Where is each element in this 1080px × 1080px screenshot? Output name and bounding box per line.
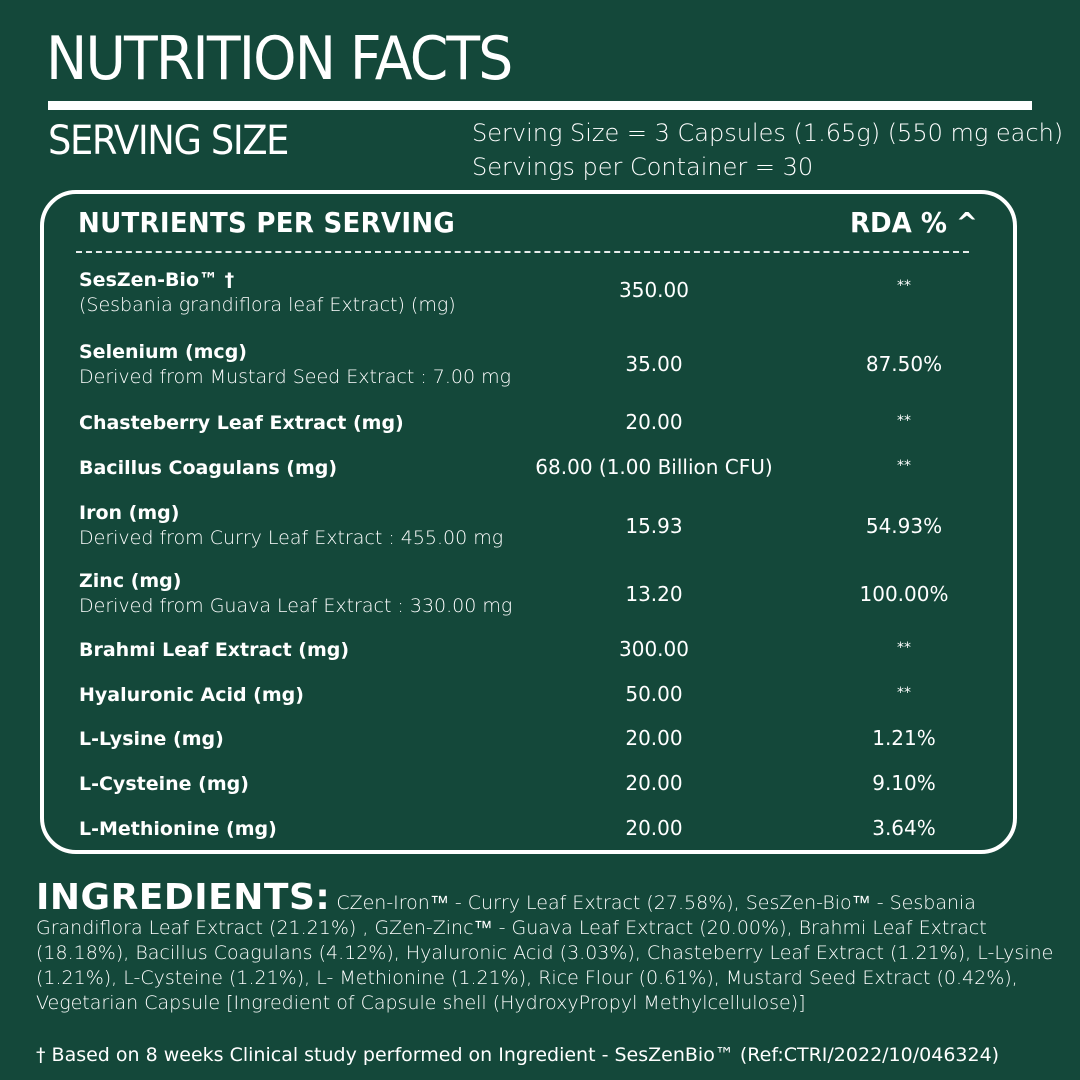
nutrient-rda: ** [897, 278, 911, 294]
nutrient-amount: 35.00 [625, 352, 683, 376]
nutrient-name-cell [79, 456, 337, 481]
nutrients-panel [40, 190, 1017, 854]
nutrient-name: Zinc (mg) [79, 570, 182, 592]
nutrient-rda: 9.10% [872, 771, 936, 795]
ingredients-label: INGREDIENTS: [36, 877, 331, 918]
nutrients-per-serving-heading: NUTRIENTS PER SERVING [78, 206, 456, 239]
nutrient-name: Chasteberry Leaf Extract (mg) [79, 412, 404, 434]
nutrient-rda: ** [897, 685, 911, 701]
serving-info [472, 116, 1063, 184]
nutrient-name-cell [79, 817, 277, 842]
nutrient-amount: 20.00 [625, 726, 683, 750]
ingredients-text: CZen-Iron™ - Curry Leaf Extract (27.58%), SesZen-Bio™ - Sesbania Grandiflora Leaf Extract (21.21%) , GZen-Zinc™ - Guava Leaf Extract (20.00%), Brahmi Leaf Extract (18.18%), Bacillus Coagulans (4.12%), Hyaluronic Acid (3.03%), Chasteberry Leaf Extract (1.21%), L-Lysine (1.21%), L-Cysteine (1.21%), L- Methionine (1.21%), Rice Flour (0.61%), Mustard Seed Extract (0.42%), Vegetarian Capsule [Ingredient of Capsule shell (HydroxyPropyl Methylcellulose)] [36, 892, 1054, 1014]
nutrient-name: Selenium (mcg) [79, 341, 247, 363]
nutrient-amount: 300.00 [619, 637, 689, 661]
nutrient-name: Bacillus Coagulans (mg) [79, 457, 338, 479]
nutrient-rda: ** [897, 458, 911, 474]
nutrient-rda: 87.50% [865, 352, 943, 376]
nutrient-name-cell [79, 638, 349, 663]
nutrient-amount: 20.00 [625, 410, 683, 434]
nutrient-name-cell [79, 340, 511, 390]
nutrient-source: (Sesbania grandiflora leaf Extract) (mg) [79, 294, 456, 316]
nutrient-name: Brahmi Leaf Extract (mg) [79, 639, 350, 661]
nutrient-name: SesZen-Bio™ † [79, 269, 235, 291]
nutrient-source: Derived from Mustard Seed Extract : 7.00 mg [79, 366, 512, 388]
dashed-divider [76, 251, 969, 253]
serving-size-heading: SERVING SIZE [48, 118, 289, 164]
nutrient-amount: 68.00 (1.00 Billion CFU) [535, 455, 773, 479]
nutrient-amount: 15.93 [625, 514, 683, 538]
page-title: NUTRITION FACTS [46, 24, 512, 94]
nutrients-panel-header [76, 206, 981, 250]
nutrient-rda: ** [897, 640, 911, 656]
nutrient-amount: 20.00 [625, 816, 683, 840]
nutrient-name-cell [79, 268, 456, 318]
nutrient-name: L-Methionine (mg) [79, 818, 277, 840]
nutrient-name: L-Cysteine (mg) [79, 773, 249, 795]
ingredients-block [36, 877, 1066, 1016]
nutrient-rda: 100.00% [859, 582, 949, 606]
nutrient-name: Hyaluronic Acid (mg) [79, 684, 304, 706]
servings-per-container-line: Servings per Container = 30 [472, 153, 814, 181]
nutrient-source: Derived from Curry Leaf Extract : 455.00 mg [79, 527, 504, 549]
nutrient-name: Iron (mg) [79, 502, 180, 524]
nutrient-name-cell [79, 501, 503, 551]
nutrient-rda: 1.21% [872, 726, 936, 750]
nutrient-source: Derived from Guava Leaf Extract : 330.00 mg [79, 595, 513, 617]
clinical-study-footnote: † Based on 8 weeks Clinical study performed on Ingredient - SesZenBio™ (Ref:CTRI/2022/10/046324) [36, 1044, 1000, 1066]
nutrient-name-cell [79, 772, 249, 797]
title-rule [48, 101, 1032, 110]
rda-heading: RDA % ^ [850, 206, 978, 239]
nutrient-name-cell [79, 683, 304, 708]
nutrient-amount: 350.00 [619, 278, 689, 302]
nutrient-name: L-Lysine (mg) [79, 728, 224, 750]
nutrient-amount: 20.00 [625, 771, 683, 795]
nutrient-amount: 13.20 [625, 582, 683, 606]
nutrient-rda: 3.64% [872, 816, 936, 840]
nutrient-name-cell [79, 727, 224, 752]
nutrient-rda: 54.93% [865, 514, 943, 538]
nutrient-name-cell [79, 411, 404, 436]
serving-size-line: Serving Size = 3 Capsules (1.65g) (550 mg each) [472, 119, 1064, 147]
nutrient-name-cell [79, 569, 512, 619]
nutrient-amount: 50.00 [625, 682, 683, 706]
nutrient-rda: ** [897, 413, 911, 429]
